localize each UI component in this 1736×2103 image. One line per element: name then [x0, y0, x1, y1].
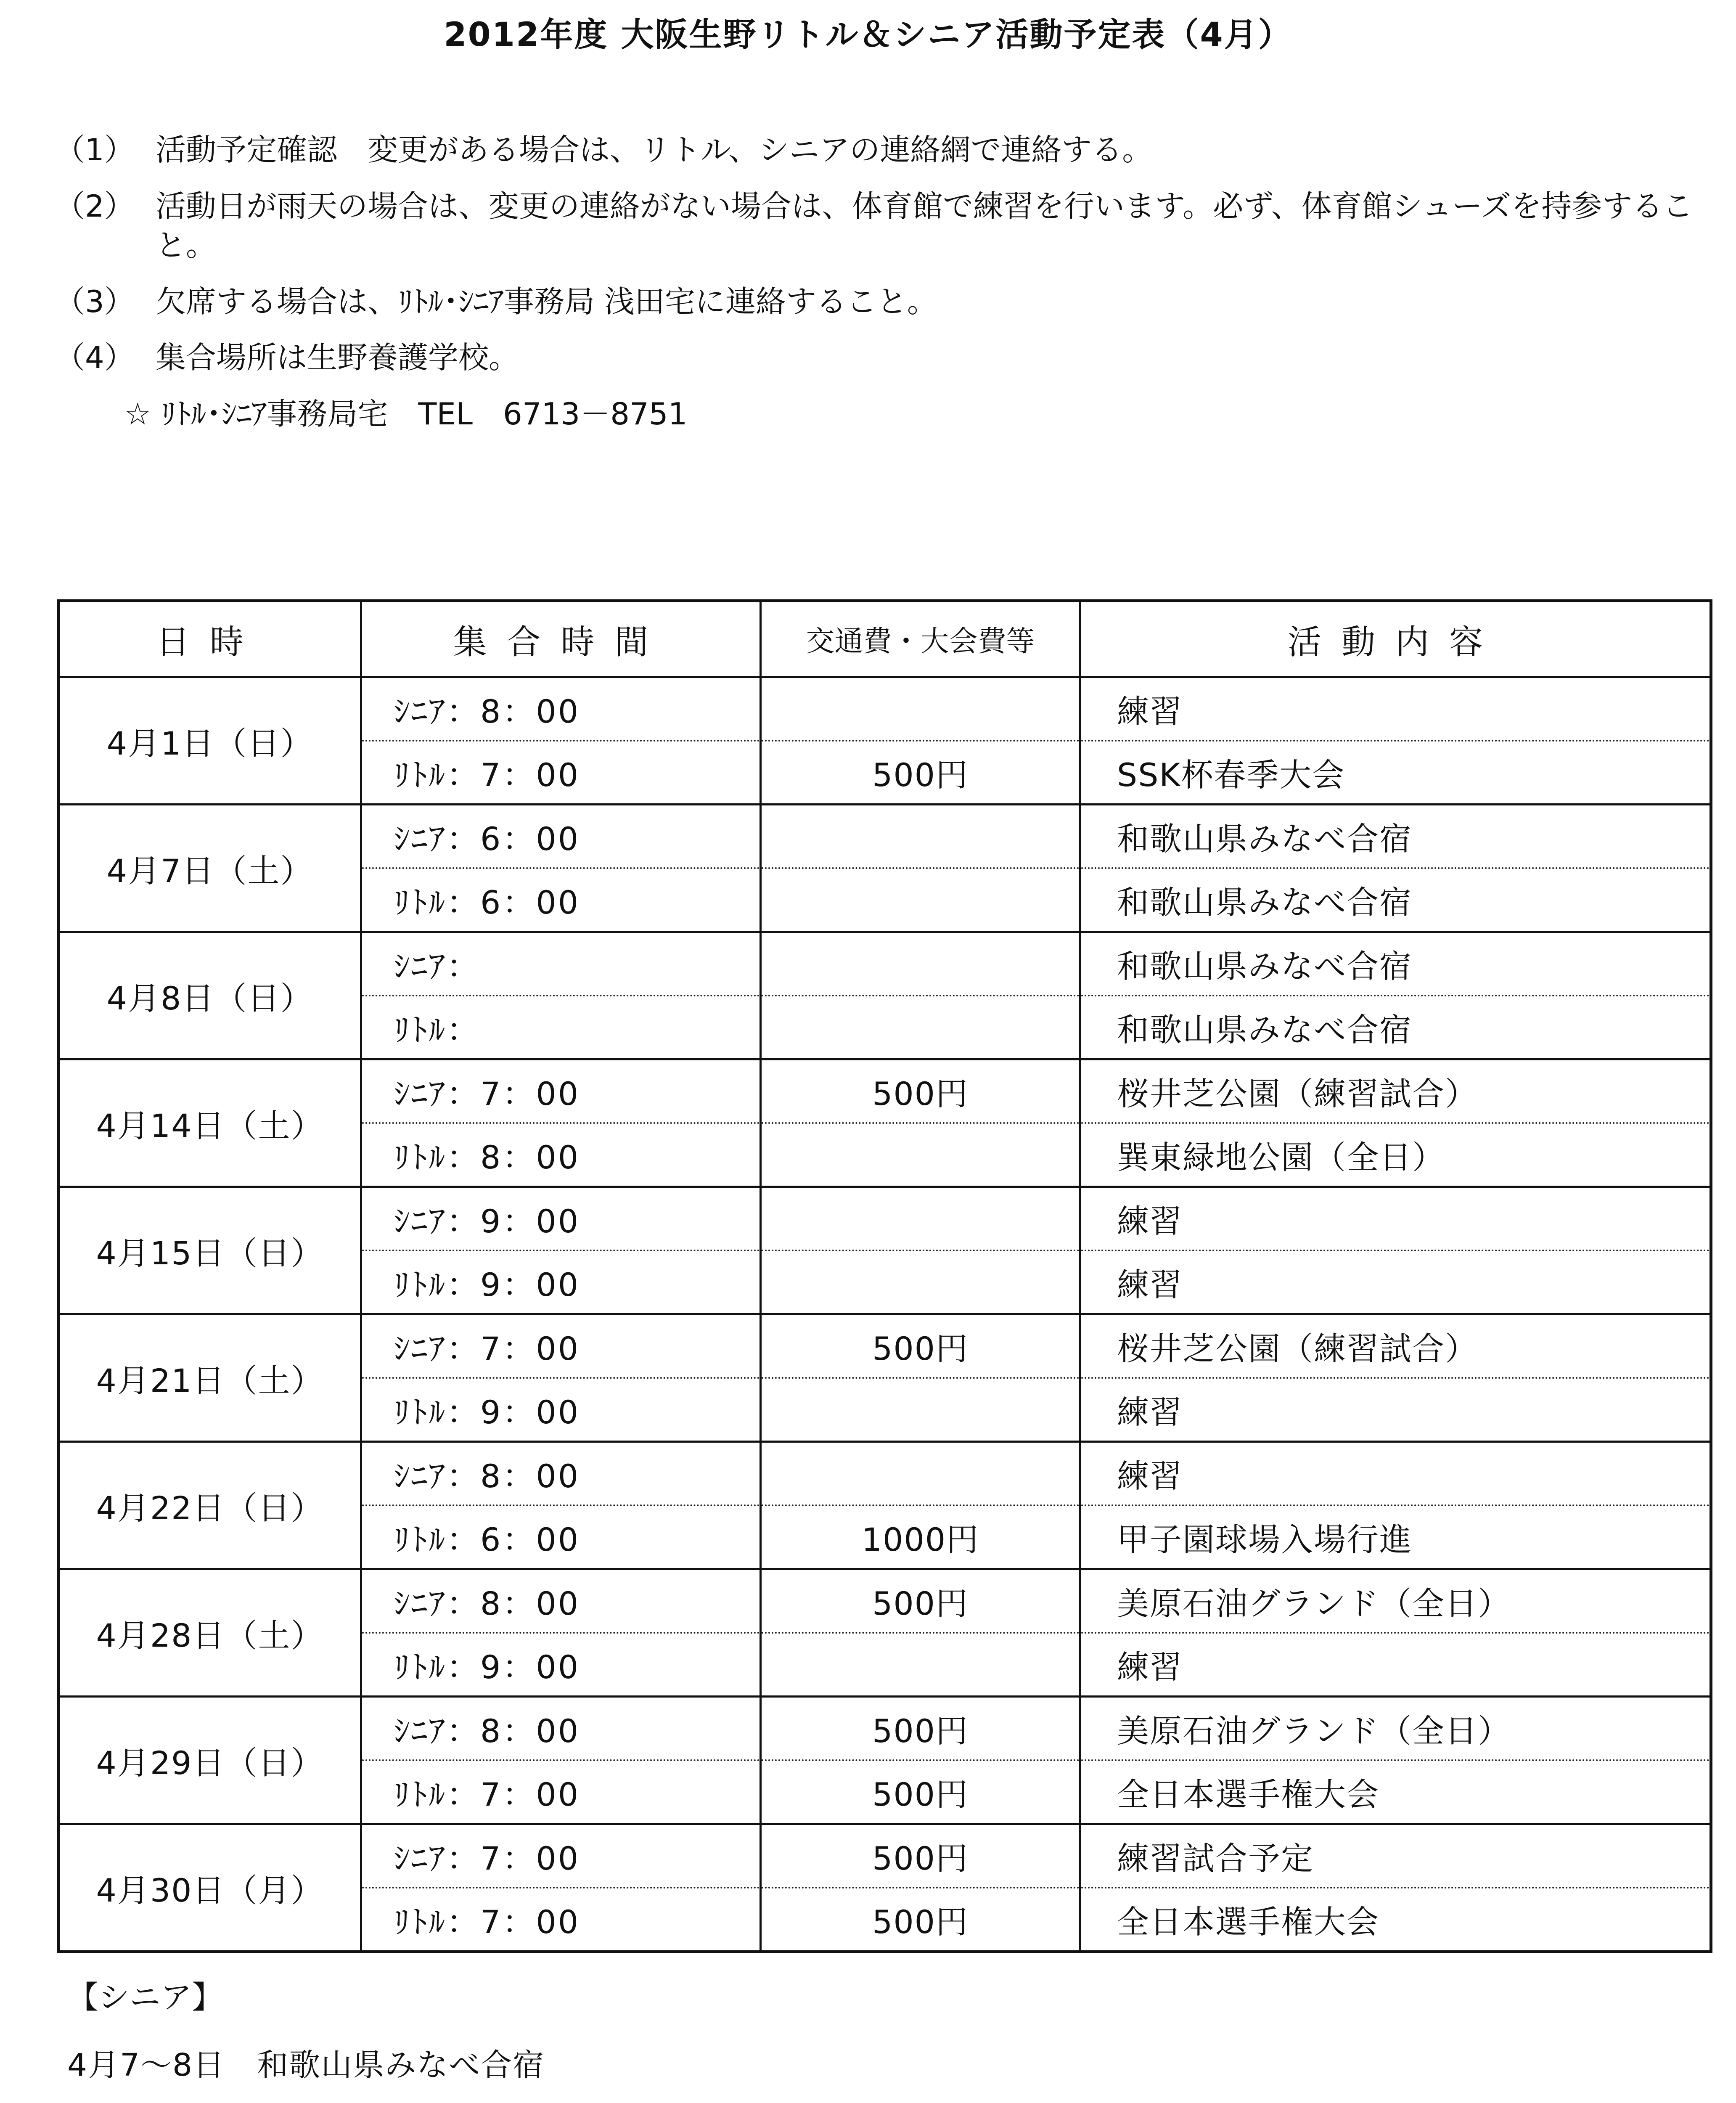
header-datetime: 日時 [58, 601, 361, 677]
table-row [58, 1824, 1711, 1888]
schedule-table [57, 599, 1712, 1953]
note-text: 集合場所は生野養護学校。 [156, 340, 519, 376]
little-activity-cell: 全日本選手権大会 [1080, 1888, 1711, 1952]
senior-activity-cell: 練習試合予定 [1080, 1824, 1711, 1888]
table-row [58, 932, 1711, 996]
schedule-body [58, 677, 1711, 1952]
date-cell: 4月7日（土） [58, 805, 361, 932]
table-row [58, 1187, 1711, 1251]
senior-time-cell: ｼﾆｱ：8：00 [361, 1569, 761, 1633]
header-meeting-time: 集合時間 [361, 601, 761, 677]
notes-list [55, 130, 1695, 434]
senior-fee-cell [761, 1442, 1080, 1506]
page-title: 2012年度 大阪生野リトル＆シニア活動予定表（4月） [444, 16, 1292, 54]
note-item [55, 187, 1695, 265]
little-time-cell: ﾘﾄﾙ：9：00 [361, 1378, 761, 1442]
senior-heading: 【シニア】 [67, 1979, 223, 2016]
little-activity-cell: 練習 [1080, 1250, 1711, 1314]
little-activity-cell: 和歌山県みなべ合宿 [1080, 996, 1711, 1059]
senior-time-cell: ｼﾆｱ：8：00 [361, 1697, 761, 1761]
note-number: （3） [55, 283, 135, 319]
table-row [58, 1697, 1711, 1761]
note-number: （2） [55, 188, 135, 224]
senior-activity-cell: 練習 [1080, 1442, 1711, 1506]
senior-time-cell: ｼﾆｱ：6：00 [361, 805, 761, 869]
senior-fee-cell: 500円 [761, 1824, 1080, 1888]
senior-time-cell: ｼﾆｱ： [361, 932, 761, 996]
senior-activity-cell: 美原石油グランド（全日） [1080, 1569, 1711, 1633]
little-activity-cell: 全日本選手権大会 [1080, 1760, 1711, 1824]
note-text: 欠席する場合は、ﾘﾄﾙ･ｼﾆｱ事務局 浅田宅に連絡すること。 [156, 283, 937, 319]
little-activity-cell: 練習 [1080, 1633, 1711, 1697]
little-time-cell: ﾘﾄﾙ：6：00 [361, 1505, 761, 1569]
little-fee-cell: 1000円 [761, 1505, 1080, 1569]
senior-activity-cell: 桜井芝公園（練習試合） [1080, 1314, 1711, 1378]
office-phone: ☆ ﾘﾄﾙ･ｼﾆｱ事務局宅 TEL 6713－8751 [124, 396, 688, 432]
little-fee-cell [761, 996, 1080, 1059]
senior-activity-cell: 美原石油グランド（全日） [1080, 1697, 1711, 1761]
senior-fee-cell [761, 677, 1080, 741]
little-time-cell: ﾘﾄﾙ：8：00 [361, 1123, 761, 1187]
note-text: 活動予定確認 変更がある場合は、リトル、シニアの連絡網で連絡する。 [156, 132, 1153, 167]
little-time-cell: ﾘﾄﾙ：7：00 [361, 1760, 761, 1824]
table-row [58, 1569, 1711, 1633]
date-cell: 4月8日（日） [58, 932, 361, 1059]
little-fee-cell [761, 1250, 1080, 1314]
senior-time-cell: ｼﾆｱ：7：00 [361, 1824, 761, 1888]
senior-fee-cell [761, 1187, 1080, 1251]
senior-time-cell: ｼﾆｱ：7：00 [361, 1314, 761, 1378]
little-time-cell: ﾘﾄﾙ：6：00 [361, 868, 761, 932]
note-item [55, 338, 1695, 378]
footer-notes [67, 1973, 1707, 2103]
table-header-row [58, 601, 1711, 677]
little-fee-cell: 500円 [761, 1760, 1080, 1824]
senior-fee-cell [761, 805, 1080, 869]
table-row [58, 1059, 1711, 1123]
senior-fee-cell [761, 932, 1080, 996]
little-time-cell: ﾘﾄﾙ： [361, 996, 761, 1059]
senior-activity-cell: 和歌山県みなべ合宿 [1080, 932, 1711, 996]
little-fee-cell [761, 1378, 1080, 1442]
senior-time-cell: ｼﾆｱ：8：00 [361, 677, 761, 741]
header-activity: 活動内容 [1080, 601, 1711, 677]
little-fee-cell [761, 868, 1080, 932]
senior-fee-cell: 500円 [761, 1697, 1080, 1761]
note-item [55, 130, 1695, 170]
senior-fee-cell: 500円 [761, 1314, 1080, 1378]
date-cell: 4月29日（日） [58, 1697, 361, 1824]
date-cell: 4月14日（土） [58, 1059, 361, 1187]
little-time-cell: ﾘﾄﾙ：9：00 [361, 1250, 761, 1314]
senior-activity-cell: 練習 [1080, 1187, 1711, 1251]
senior-time-cell: ｼﾆｱ：8：00 [361, 1442, 761, 1506]
date-cell: 4月30日（月） [58, 1824, 361, 1952]
senior-activity-cell: 桜井芝公園（練習試合） [1080, 1059, 1711, 1123]
senior-activity-cell: 練習 [1080, 677, 1711, 741]
senior-time-cell: ｼﾆｱ：9：00 [361, 1187, 761, 1251]
note-number: （4） [55, 340, 135, 376]
date-cell: 4月21日（土） [58, 1314, 361, 1442]
little-activity-cell: 練習 [1080, 1378, 1711, 1442]
note-item [55, 282, 1695, 322]
little-activity-cell: 巽東緑地公園（全日） [1080, 1123, 1711, 1187]
senior-fee-cell: 500円 [761, 1059, 1080, 1123]
senior-note: 4月7～8日 和歌山県みなべ合宿 [67, 2047, 545, 2083]
senior-time-cell: ｼﾆｱ：7：00 [361, 1059, 761, 1123]
table-row [58, 1314, 1711, 1378]
little-fee-cell [761, 1633, 1080, 1697]
date-cell: 4月1日（日） [58, 677, 361, 805]
date-cell: 4月22日（日） [58, 1442, 361, 1569]
note-number: （1） [55, 132, 135, 167]
table-row [58, 805, 1711, 869]
note-text: 活動日が雨天の場合は、変更の連絡がない場合は、体育館で練習を行います。必ず、体育館シューズを持参すること。 [156, 188, 1693, 263]
little-time-cell: ﾘﾄﾙ：9：00 [361, 1633, 761, 1697]
little-activity-cell: 和歌山県みなべ合宿 [1080, 868, 1711, 932]
date-cell: 4月15日（日） [58, 1187, 361, 1314]
little-fee-cell [761, 1123, 1080, 1187]
date-cell: 4月28日（土） [58, 1569, 361, 1697]
little-time-cell: ﾘﾄﾙ：7：00 [361, 741, 761, 805]
little-fee-cell: 500円 [761, 1888, 1080, 1952]
little-activity-cell: SSK杯春季大会 [1080, 741, 1711, 805]
little-activity-cell: 甲子園球場入場行進 [1080, 1505, 1711, 1569]
little-fee-cell: 500円 [761, 741, 1080, 805]
little-time-cell: ﾘﾄﾙ：7：00 [361, 1888, 761, 1952]
table-row [58, 1442, 1711, 1506]
header-fees: 交通費・大会費等 [761, 601, 1080, 677]
senior-fee-cell: 500円 [761, 1569, 1080, 1633]
table-row [58, 677, 1711, 741]
senior-activity-cell: 和歌山県みなべ合宿 [1080, 805, 1711, 869]
